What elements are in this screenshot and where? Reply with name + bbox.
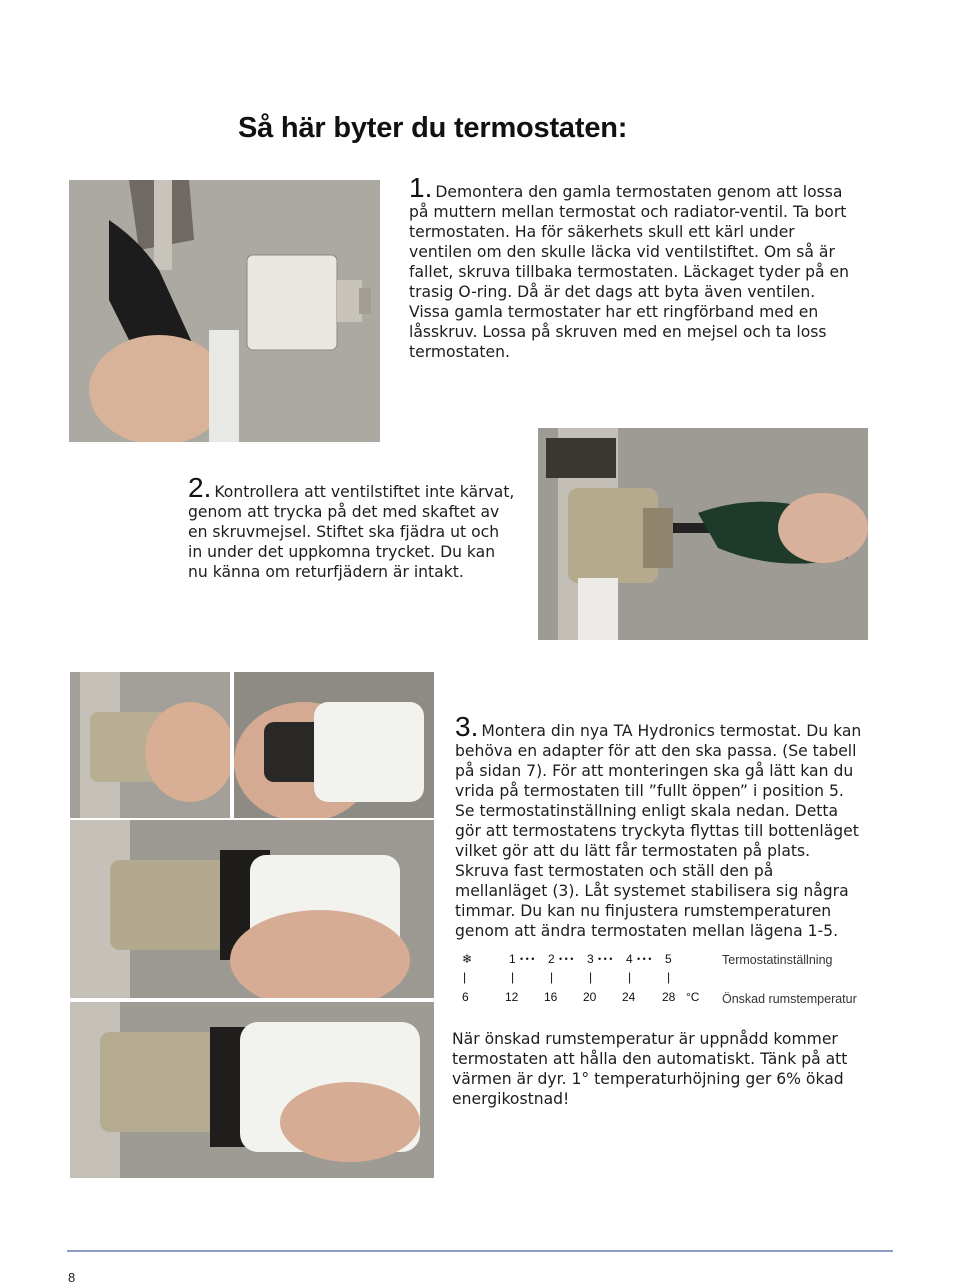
footer-rule	[67, 1250, 893, 1252]
page-number: 8	[68, 1270, 76, 1285]
scale-unit: °C	[686, 990, 700, 1004]
scale-dots: • • •	[559, 954, 574, 964]
scale-setting-4: 4	[626, 952, 633, 966]
snowflake-icon: ❄	[462, 952, 473, 966]
photo-set-position	[70, 1002, 434, 1178]
scale-temp: 20	[583, 990, 597, 1004]
scale-tick: |	[628, 970, 632, 984]
closing-paragraph: När önskad rumstemperatur är uppnådd kommer termostaten att hålla den automatiskt. Tänk på att värmen är dyr. 1° temperaturhöjning ger 6% ökad energikostnad!	[452, 1030, 848, 1108]
step-number: 3.	[455, 711, 479, 742]
scale-tick: |	[550, 970, 554, 984]
step-number: 2.	[188, 472, 212, 503]
photo-wrench-on-valve	[69, 180, 380, 442]
step-text: Kontrollera att ventilstiftet inte kärvat, genom att trycka på det med skaftet av en skruvmejsel. Stiftet ska fjädra ut och in under det uppkomna trycket. Du kan nu känna om returfjädern är intakt.	[188, 483, 515, 581]
scale-temp: 28	[662, 990, 676, 1004]
photo-thermostat-head	[234, 672, 434, 818]
scale-dots: • • •	[637, 954, 652, 964]
step-1	[409, 172, 850, 362]
step-text: Montera din nya TA Hydronics termostat. Du kan behöva en adapter för att den ska passa. (Se tabell på sidan 7). För att monteringen ska gå lätt kan du vrida på termostaten till ”fullt öppen” i position 5. Se termostatinställning enligt skala nedan. Detta gör att termostatens tryckyta flyttas till bottenläget vilket gör att du lätt får termostaten på plats. Skruva fast termostaten och ställ den på mellanläget (3). Låt systemet stabilisera sig några timmar. Du kan nu finjustera rumstemperaturen genom att ändra termostaten mellan lägena 1-5.	[455, 722, 862, 940]
photo-hand-valve	[70, 672, 230, 818]
scale-temp: 6	[462, 990, 469, 1004]
scale-temp: 24	[622, 990, 636, 1004]
scale-tick: |	[463, 970, 467, 984]
scale-temp: 16	[544, 990, 558, 1004]
scale-setting-2: 2	[548, 952, 555, 966]
scale-setting-1: 1	[509, 952, 516, 966]
scale-setting-3: 3	[587, 952, 594, 966]
scale-label-temperature: Önskad rumstemperatur	[722, 992, 857, 1006]
step-text: Demontera den gamla termostaten genom att lossa på muttern mellan termostat och radiator-ventil. Ta bort termostaten. Ha för säkerhets skull ett kärl under ventilen om den skulle läcka vid ventilstiftet. Om så är fallet, skruva tillbaka termostaten. Läckaget tyder på en trasig O-ring. Då är det dags att byta även ventilen. Vissa gamla termostater har ett ringförband med en låsskruv. Lossa på skruven med en mejsel och ta loss termostaten.	[409, 183, 850, 361]
scale-dots: • • •	[598, 954, 613, 964]
scale-tick: |	[589, 970, 593, 984]
scale-dots: • • •	[520, 954, 535, 964]
scale-setting-5: 5	[665, 952, 672, 966]
scale-temp: 12	[505, 990, 519, 1004]
photo-mounting-thermostat	[70, 820, 434, 998]
page-title: Så här byter du termostaten:	[238, 112, 628, 144]
scale-tick: |	[667, 970, 671, 984]
scale-tick: |	[511, 970, 515, 984]
step-number: 1.	[409, 172, 433, 203]
step-3	[455, 711, 867, 941]
step-2	[188, 472, 518, 582]
temperature-scale	[460, 952, 720, 1012]
scale-label-setting: Termostatinställning	[722, 953, 833, 967]
photo-screwdriver-test	[538, 428, 868, 640]
